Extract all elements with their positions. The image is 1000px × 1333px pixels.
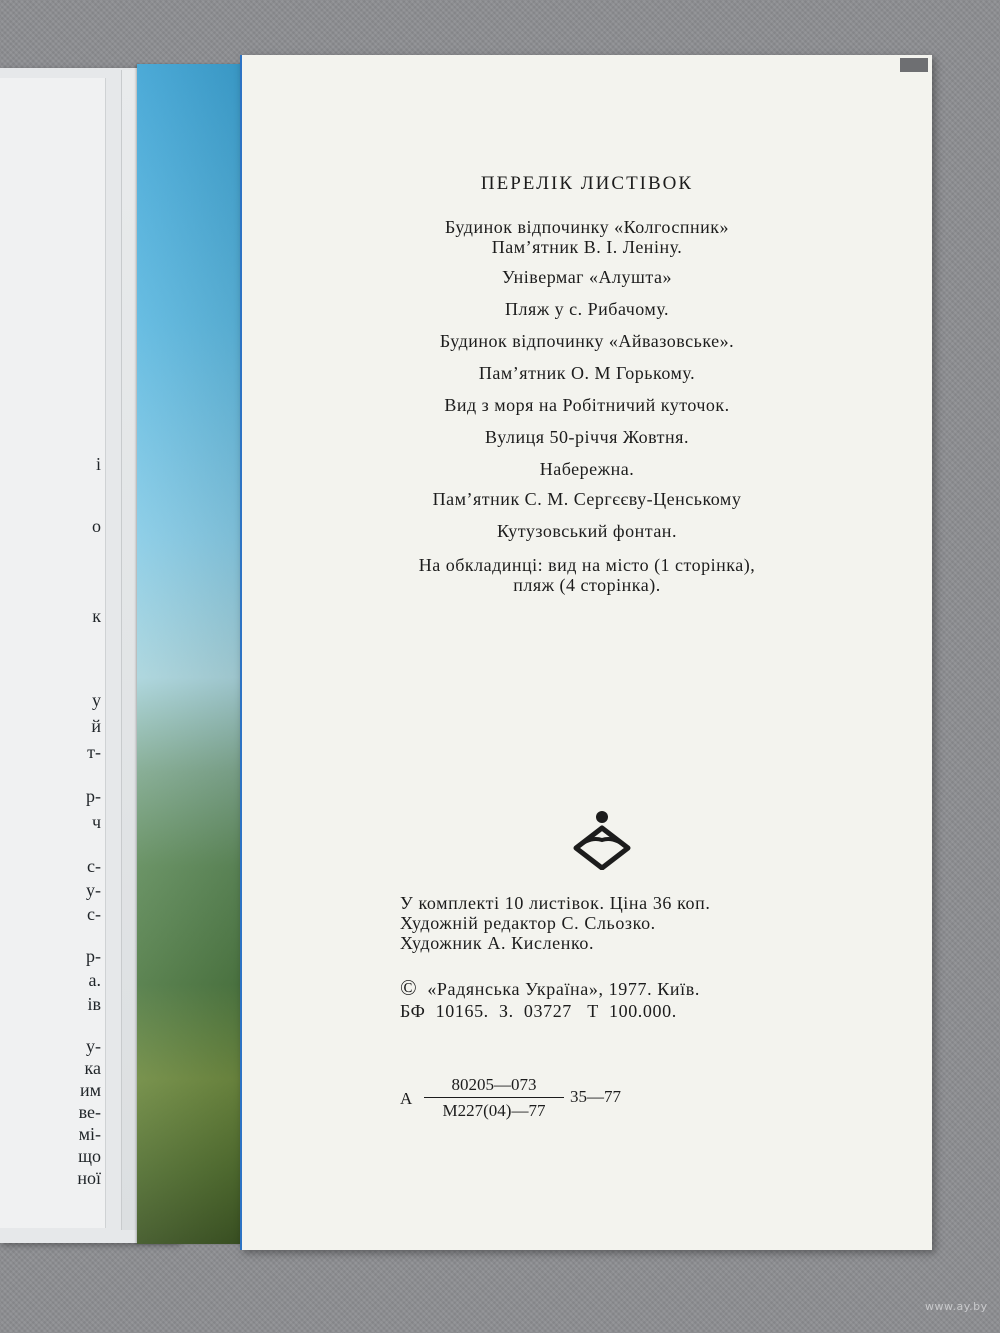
card-corner-shadow — [900, 58, 928, 72]
list-item: На обкладинці: вид на місто (1 сторінка), — [418, 555, 756, 575]
copyright-symbol: © — [400, 975, 418, 1000]
edge-char: к — [92, 606, 101, 626]
index-numerator: 80205—073 — [424, 1075, 564, 1098]
publisher-logo-icon — [570, 810, 634, 870]
list-item: Вулиця 50-річчя Жовтня. — [485, 427, 689, 447]
edge-char: ів — [87, 994, 101, 1014]
folder-spine — [121, 70, 138, 1230]
postcard-list-card — [240, 55, 932, 1250]
list-item: Пам’ятник С. М. Сергєєву-Ценському — [432, 489, 742, 509]
edge-char: а. — [88, 970, 101, 990]
list-item: Універмаг «Алушта» — [502, 267, 672, 287]
index-prefix: А — [400, 1089, 413, 1108]
list-item: Кутузовський фонтан. — [497, 521, 677, 541]
edge-char: с- — [87, 904, 101, 924]
edge-char: р- — [86, 946, 101, 966]
print-code: БФ 10165. З. 03727 Т 100.000. — [400, 1001, 677, 1021]
edge-char: ка — [84, 1058, 101, 1078]
index-suffix: 35—77 — [570, 1087, 621, 1106]
edge-char: р- — [86, 786, 101, 806]
copyright-text: «Радянська Україна», 1977. Київ. — [427, 979, 700, 999]
edge-char: й — [91, 716, 101, 736]
set-info-line: Художник А. Кисленко. — [400, 933, 595, 953]
set-info-line: У комплекті 10 листівок. Ціна 36 коп. — [400, 893, 711, 913]
list-item: Будинок відпочинку «Колгоспник» — [445, 217, 729, 237]
edge-char: ної — [77, 1168, 101, 1188]
left-page-text-column — [0, 78, 106, 1228]
left-page-edge-text — [0, 78, 105, 1228]
index-denominator: М227(04)—77 — [442, 1101, 546, 1120]
list-item: Пам’ятник В. І. Леніну. — [491, 237, 683, 257]
edge-char: о — [92, 516, 101, 536]
edge-char: с- — [87, 856, 101, 876]
postcard-photo-edge — [137, 64, 243, 1244]
list-item: Пляж у с. Рибачому. — [504, 299, 670, 319]
list-item: Пам’ятник О. М Горькому. — [478, 363, 696, 383]
list-item: Вид з моря на Робітничий куточок. — [444, 395, 730, 415]
edge-char: у — [92, 690, 101, 710]
list-item: Набережна. — [539, 459, 635, 479]
set-info-line: Художній редактор С. Сльозко. — [400, 913, 656, 933]
edge-char: що — [78, 1146, 101, 1166]
edge-char: у- — [86, 880, 101, 900]
edge-char: им — [79, 1080, 101, 1100]
edge-char: і — [95, 454, 101, 474]
card-title: ПЕРЕЛІК ЛИСТІВОК — [480, 173, 694, 194]
edge-char: мі- — [78, 1124, 101, 1144]
edge-char: у- — [86, 1036, 101, 1056]
copyright-line — [400, 975, 700, 1001]
edge-char: ве- — [78, 1102, 101, 1122]
site-watermark: www.ay.by — [925, 1300, 988, 1313]
list-item: пляж (4 сторінка). — [513, 575, 661, 595]
list-item: Будинок відпочинку «Айвазовське». — [439, 331, 735, 351]
edge-char: ч — [91, 812, 101, 832]
edge-char: т- — [87, 742, 101, 762]
